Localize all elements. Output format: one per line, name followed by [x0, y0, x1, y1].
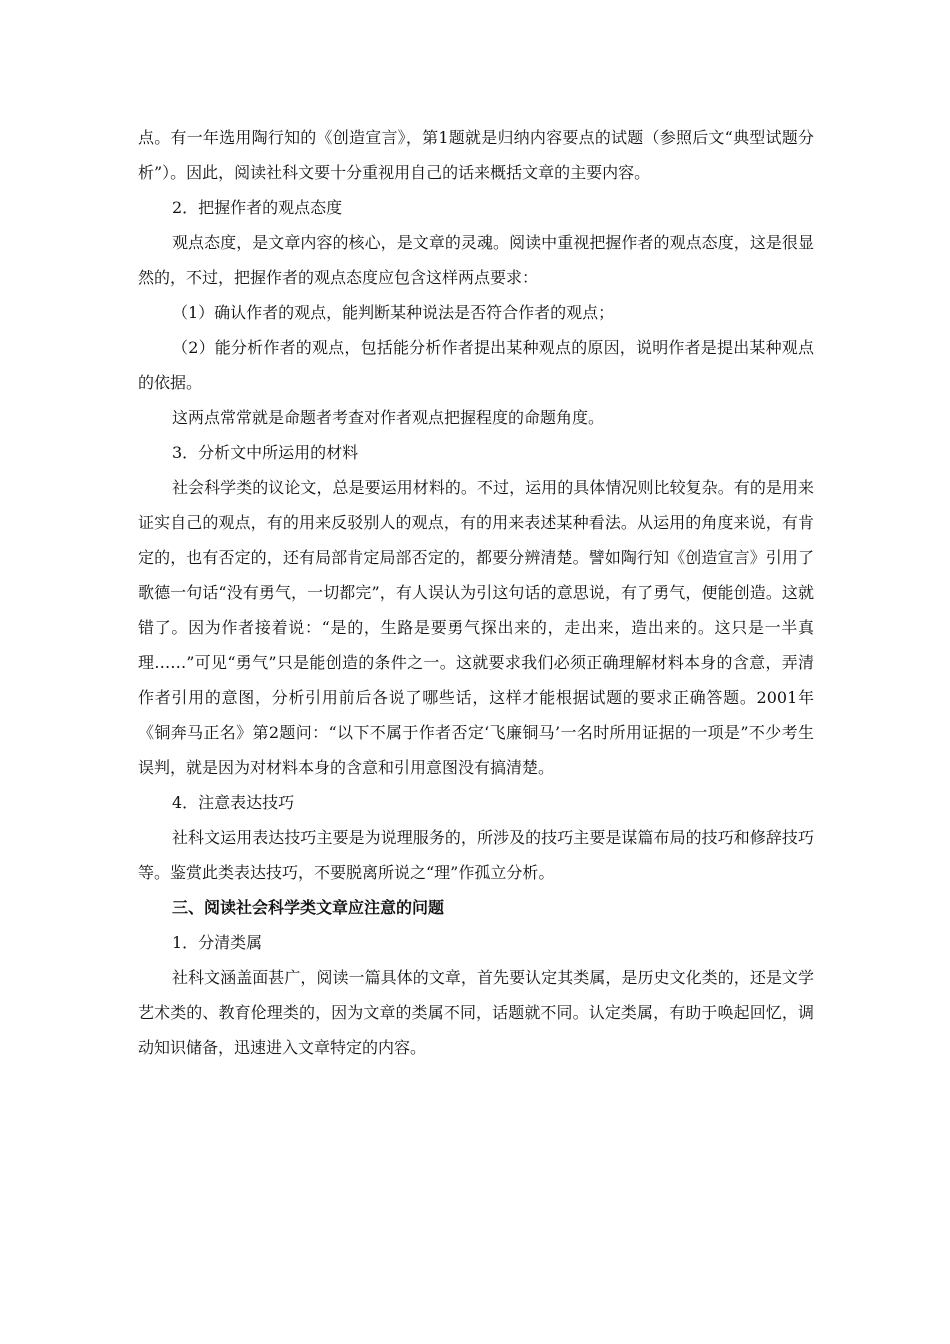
- section-heading-3: 三、阅读社会科学类文章应注意的问题: [172, 898, 445, 917]
- list-item-2: （2）能分析作者的观点，包括能分析作者提出某种观点的原因，说明作者是提出某种观点的依据。: [138, 338, 814, 392]
- subheading-classify: 1．分清类属: [172, 933, 263, 952]
- list-item-1: （1）确认作者的观点，能判断某种说法是否符合作者的观点；: [172, 303, 615, 322]
- document-body: [138, 120, 814, 1065]
- paragraph-continued: 点。有一年选用陶行知的《创造宣言》，第1题就是归纳内容要点的试题（参照后文“典型试题分析”）。因此，阅读社科文要十分重视用自己的话来概括文章的主要内容。: [138, 128, 814, 182]
- subheading-grasp-viewpoint: 2．把握作者的观点态度: [172, 198, 343, 217]
- paragraph-material-usage: 社会科学类的议论文，总是要运用材料的。不过，运用的具体情况则比较复杂。有的是用来证实自己的观点，有的用来反驳别人的观点，有的用来表述某种看法。从运用的角度来说，有肯定的，也有否定的，还有局部肯定局部否定的，都要分辨清楚。譬如陶行知《创造宣言》引用了歌德一句话“没有勇气，一切都完”，有人误认为引这句话的意思说，有了勇气，便能创造。这就错了。因为作者接着说：“是的，生路是要勇气探出来的，走出来，造出来的。这只是一半真理……”可见“勇气”只是能创造的条件之一。这就要求我们必须正确理解材料本身的含意，弄清作者引用的意图，分析引用前后各说了哪些话，这样才能根据试题的要求正确答题。2001年《铜奔马正名》第2题问：“以下不属于作者否定‘飞廉铜马’一名时所用证据的一项是”不少考生误判，就是因为对材料本身的含意和引用意图没有搞清楚。: [138, 478, 814, 777]
- subheading-analyze-material: 3．分析文中所运用的材料: [172, 443, 359, 462]
- paragraph-question-angle: 这两点常常就是命题者考查对作者观点把握程度的命题角度。: [172, 408, 605, 427]
- paragraph-expression-skills: 社科文运用表达技巧主要是为说理服务的，所涉及的技巧主要是谋篇布局的技巧和修辞技巧等。鉴赏此类表达技巧，不要脱离所说之“理”作孤立分析。: [138, 828, 814, 882]
- paragraph-viewpoint-core: 观点态度，是文章内容的核心，是文章的灵魂。阅读中重视把握作者的观点态度，这是很显然的，不过，把握作者的观点态度应包含这样两点要求：: [138, 233, 814, 287]
- subheading-expression-skills: 4．注意表达技巧: [172, 793, 295, 812]
- paragraph-classify: 社科文涵盖面甚广，阅读一篇具体的文章，首先要认定其类属，是历史文化类的，还是文学艺术类的、教育伦理类的，因为文章的类属不同，话题就不同。认定类属，有助于唤起回忆，调动知识储备，迅速进入文章特定的内容。: [138, 968, 814, 1057]
